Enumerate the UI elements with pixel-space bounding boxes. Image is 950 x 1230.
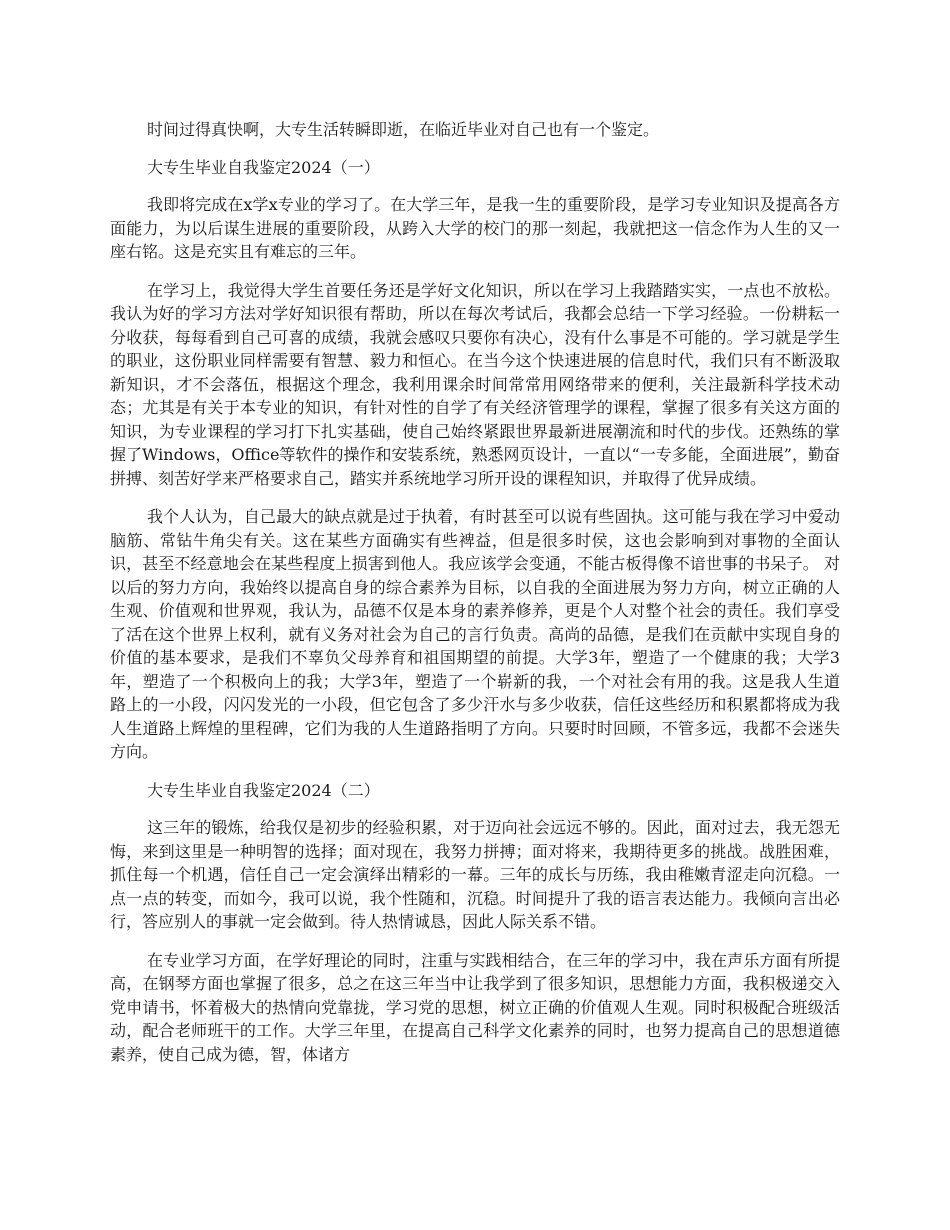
- section-heading-two: 大专生毕业自我鉴定2024（二）: [147, 780, 380, 800]
- document-page: [110, 118, 840, 1081]
- body-paragraph: 这三年的锻炼，给我仅是初步的经验积累，对于迈向社会远远不够的。因此，面对过去，我无怨无悔，来到这里是一种明智的选择；面对现在，我努力拼搏；面对将来，我期待更多的挑战。战胜困难，抓住每一个机遇，信任自己一定会演绎出精彩的一幕。三年的成长与历练，我由稚嫩青涩走向沉稳。一点一点的转变，而如今，我可以说，我个性随和，沉稳。时间提升了我的语言表达能力。我倾向言出必行，答应别人的事就一定会做到。待人热情诚恳，因此人际关系不错。: [110, 818, 840, 931]
- intro-paragraph: 时间过得真快啊，大专生活转瞬即逝，在临近毕业对自己也有一个鉴定。: [147, 120, 660, 139]
- body-paragraph: 在专业学习方面，在学好理论的同时，注重与实践相结合，在三年的学习中，我在声乐方面有所提高，在钢琴方面也掌握了很多，总之在这三年当中让我学到了很多知识，思想能力方面，我积极递交入党申请书，怀着极大的热情向党靠拢，学习党的思想，树立正确的价值观人生观。同时积极配合班级活动，配合老师班干的工作。大学三年里，在提高自己科学文化素养的同时，也努力提高自己的思想道德素养，使自己成为德，智，体诸方: [110, 950, 840, 1064]
- section-heading-one: 大专生毕业自我鉴定2024（一）: [147, 157, 380, 177]
- body-paragraph: 在学习上，我觉得大学生首要任务还是学好文化知识，所以在学习上我踏踏实实，一点也不放松。我认为好的学习方法对学好知识很有帮助，所以在每次考试后，我都会总结一下学习经验。一份耕耘一分收获，每每看到自己可喜的成绩，我就会感叹只要你有决心，没有什么事是不可能的。学习就是学生的职业，这份职业同样需要有智慧、毅力和恒心。在当今这个快速进展的信息时代，我们只有不断汲取新知识，才不会落伍，根据这个理念，我利用课余时间常常用网络带来的便利，关注最新科学技术动态；尤其是有关于本专业的知识，有针对性的自学了有关经济管理学的课程，掌握了很多有关这方面的知识，为专业课程的学习打下扎实基础，使自己始终紧跟世界最新进展潮流和时代的步伐。还熟练的掌握了Windows，Office等软件的操作和安装系统，熟悉网页设计，一直以“一专多能，全面进展”，勤奋拼搏、刻苦好学来严格要求自己，踏实并系统地学习所开设的课程知识，并取得了优异成绩。: [110, 280, 840, 488]
- body-paragraph: 我即将完成在x学x专业的学习了。在大学三年，是我一生的重要阶段，是学习专业知识及提高各方面能力，为以后谋生进展的重要阶段，从跨入大学的校门的那一刻起，我就把这一信念作为人生的又一座右铭。这是充实且有难忘的三年。: [110, 195, 840, 261]
- body-paragraph: 我个人认为，自己最大的缺点就是过于执着，有时甚至可以说有些固执。这可能与我在学习中爱动脑筋、常钻牛角尖有关。这在某些方面确实有些裨益，但是很多时侯，这也会影响到对事物的全面认识，甚至不经意地会在某些程度上损害到他人。我应该学会变通，不能古板得像不谙世事的书呆子。 对以后的努力方向，我始终以提高自身的综合素养为目标，以自我的全面进展为努力方向，树立正确的人生观、价值观和世界观，我认为，品德不仅是本身的素养修养，更是个人对整个社会的责任。我们享受了活在这个世界上权利，就有义务对社会为自己的言行负责。高尚的品德，是我们在贡献中实现自身的价值的基本要求，是我们不辜负父母养育和祖国期望的前提。大学3年，塑造了一个健康的我；大学3年，塑造了一个积极向上的我；大学3年，塑造了一个崭新的我，一个对社会有用的我。这是我人生道路上的一小段，闪闪发光的一小段，但它包含了多少汗水与多少收获，信任这些经历和积累都将成为我人生道路上辉煌的里程碑，它们为我的人生道路指明了方向。只要时时回顾，不管多远，我都不会迷失方向。: [110, 507, 840, 761]
